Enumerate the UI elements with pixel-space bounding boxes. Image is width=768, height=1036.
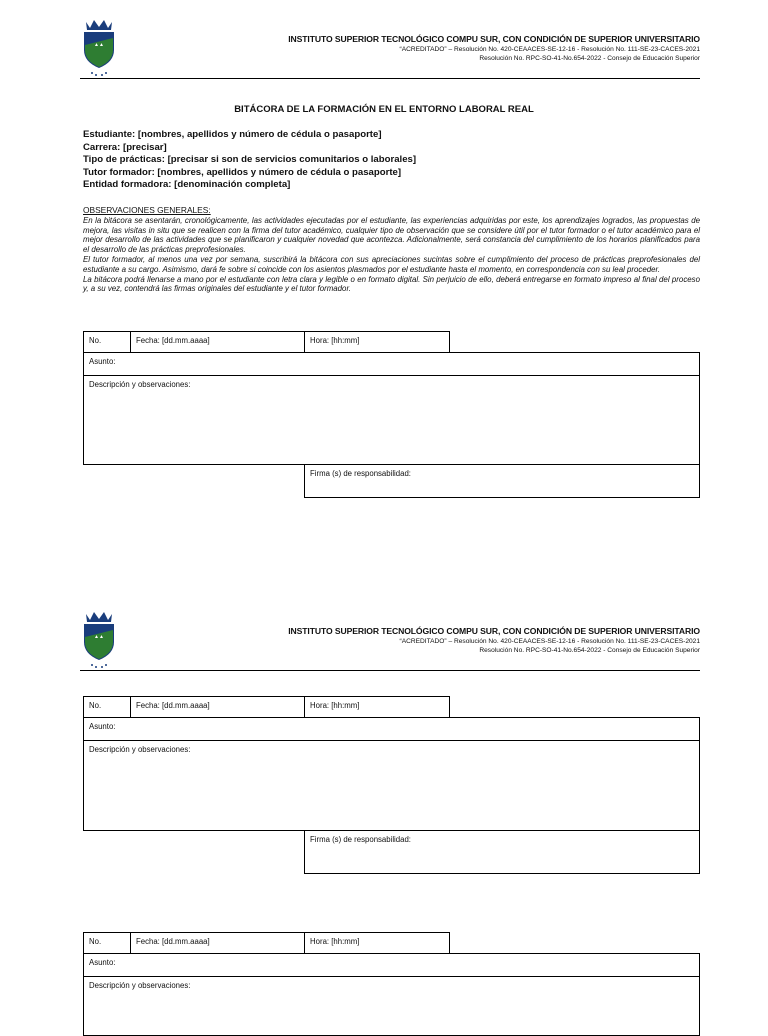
- field-practice-type[interactable]: Tipo de prácticas: [precisar si son de servicios comunitarios o laborales]: [83, 154, 417, 166]
- field-entity[interactable]: Entidad formadora: [denominación completa]: [83, 179, 291, 191]
- log-entry: [83, 696, 700, 874]
- entry-no[interactable]: No.: [83, 932, 131, 954]
- observations-paragraph: En la bitácora se asentarán, cronológicamente, las actividades ejecutadas por el estudiante, las experiencias adquiridas por este, los aprendizajes logrados, las propuestas de mejora, las visitas in situ que se realicen con la firma del tutor académico, cualquier tipo de observación que se considere útil por el tutor formador o el tutor académico para el mejor desarrollo de las actividades que se planificaron y cualquier novedad que acontezca. Adicionalmente, será constancia del cumplimiento de los horarios planificados para el desarrollo de las prácticas preprofesionales.: [83, 215, 700, 255]
- institution-block: [140, 34, 700, 63]
- entry-subject[interactable]: Asunto:: [83, 352, 700, 376]
- institution-logo-icon: [80, 18, 118, 78]
- entry-date[interactable]: Fecha: [dd.mm.aaaa]: [130, 331, 305, 353]
- entry-description[interactable]: Descripción y observaciones:: [83, 976, 700, 1036]
- observations-paragraph: El tutor formador, al menos una vez por semana, suscribirá la bitácora con sus apreciaciones sucintas sobre el cumplimiento del proceso de prácticas preprofesionales del estudiante a su cargo. Asimismo, dará fe sobre si coincide con los asientos plasmados por el estudiante hasta el momento, en correspondencia con su leal proceder.: [83, 254, 700, 274]
- observations-paragraph: La bitácora podrá llenarse a mano por el estudiante con letra clara y legible o en formato digital. Sin perjuicio de ello, deberá entregarse en formato impreso al final del proceso y, a su vez, contendrá las firmas originales del estudiante y el tutor formador.: [83, 274, 700, 294]
- entry-description[interactable]: Descripción y observaciones:: [83, 740, 700, 831]
- field-career[interactable]: Carrera: [precisar]: [83, 141, 167, 153]
- info-fields: [83, 129, 416, 192]
- observations-heading: OBSERVACIONES GENERALES:: [83, 205, 211, 215]
- entry-time[interactable]: Hora: [hh:mm]: [304, 331, 450, 353]
- institution-block: [140, 626, 700, 655]
- institution-logo-icon: [80, 610, 118, 670]
- svg-text:▲▲: ▲▲: [94, 634, 104, 640]
- page-header: [80, 610, 700, 670]
- entry-subject[interactable]: Asunto:: [83, 953, 700, 977]
- entry-subject[interactable]: Asunto:: [83, 717, 700, 741]
- header-divider: [80, 78, 700, 79]
- entry-signature[interactable]: Firma (s) de responsabilidad:: [304, 830, 700, 874]
- field-tutor[interactable]: Tutor formador: [nombres, apellidos y número de cédula o pasaporte]: [83, 166, 402, 178]
- log-entry: [83, 331, 700, 498]
- entry-date[interactable]: Fecha: [dd.mm.aaaa]: [130, 696, 305, 718]
- institution-name: INSTITUTO SUPERIOR TECNOLÓGICO COMPU SUR, CON CONDICIÓN DE SUPERIOR UNIVERSITARIO: [288, 626, 700, 636]
- header-divider: [80, 670, 700, 671]
- accreditation-line: “ACREDITADO” – Resolución No. 420-CEAACES-SE-12-16 - Resolución No. 111-SE-23-CACES-2021: [399, 46, 700, 53]
- general-observations: [83, 206, 700, 294]
- resolution-line: Resolución No. RPC-SO-41-No.654-2022 - Consejo de Educación Superior: [479, 647, 700, 654]
- document-title: BITÁCORA DE LA FORMACIÓN EN EL ENTORNO LABORAL REAL: [234, 104, 534, 115]
- page-header: [80, 18, 700, 78]
- svg-text:▲▲: ▲▲: [94, 42, 104, 48]
- institution-name: INSTITUTO SUPERIOR TECNOLÓGICO COMPU SUR, CON CONDICIÓN DE SUPERIOR UNIVERSITARIO: [288, 34, 700, 44]
- entry-no[interactable]: No.: [83, 331, 131, 353]
- entry-no[interactable]: No.: [83, 696, 131, 718]
- entry-time[interactable]: Hora: [hh:mm]: [304, 932, 450, 954]
- log-entry: [83, 932, 700, 1024]
- accreditation-line: “ACREDITADO” – Resolución No. 420-CEAACES-SE-12-16 - Resolución No. 111-SE-23-CACES-2021: [399, 638, 700, 645]
- entry-signature[interactable]: Firma (s) de responsabilidad:: [304, 464, 700, 498]
- entry-date[interactable]: Fecha: [dd.mm.aaaa]: [130, 932, 305, 954]
- field-student[interactable]: Estudiante: [nombres, apellidos y número de cédula o pasaporte]: [83, 129, 382, 140]
- entry-time[interactable]: Hora: [hh:mm]: [304, 696, 450, 718]
- resolution-line: Resolución No. RPC-SO-41-No.654-2022 - Consejo de Educación Superior: [479, 55, 700, 62]
- entry-description[interactable]: Descripción y observaciones:: [83, 375, 700, 465]
